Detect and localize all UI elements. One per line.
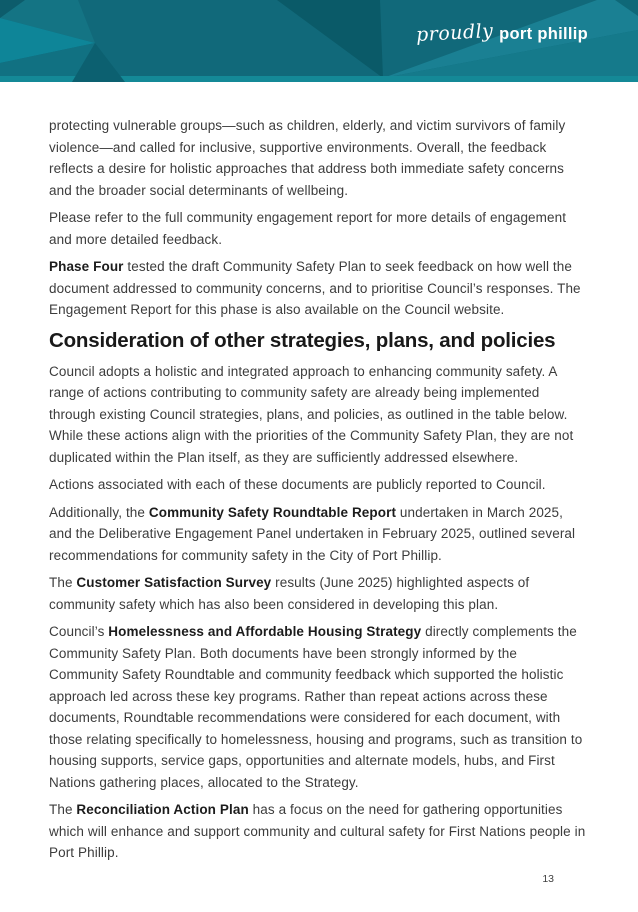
paragraph	[49, 621, 588, 793]
bold-text: Reconciliation Action Plan	[76, 802, 249, 817]
body-text: Council’s	[49, 624, 109, 639]
body-text: tested the draft Community Safety Plan to seek feedback on how well the document addressed to community concerns, and to prioritise Council’s responses. The Engagement Report for this phase is also available on the Council website.	[49, 259, 581, 317]
paragraph	[49, 799, 588, 864]
content-blocks	[0, 82, 638, 870]
port-phillip-logo	[415, 19, 588, 47]
header-band	[0, 0, 638, 82]
bold-text: Phase Four	[49, 259, 124, 274]
body-text: protecting vulnerable groups—such as children, elderly, and victim survivors of family violence—and called for inclusive, supportive environments. Overall, the feedback reflects a desire for holistic approaches that address both immediate safety concerns and the broader social determinants of wellbeing.	[49, 118, 566, 198]
paragraph	[49, 474, 588, 496]
body-text: Council adopts a holistic and integrated approach to enhancing community safety. A range of actions contributing to community safety are already being implemented through existing Council strategies, plans, and policies, as outlined in the table below. While these actions align with the priorities of the Community Safety Plan, they are not duplicated within the Plan itself, as they are sufficiently addressed elsewhere.	[49, 363, 574, 465]
logo-script-text: proudly	[415, 19, 494, 47]
body-text: The	[49, 802, 77, 817]
bold-text: Customer Satisfaction Survey	[76, 575, 272, 590]
bold-text: Community Safety Roundtable Report	[148, 504, 397, 520]
paragraph	[49, 572, 588, 615]
paragraph	[49, 502, 588, 567]
body-text: undertaken in March 2025, and the Deliberative Engagement Panel undertaken in February 2025, outlined several recommendations for community safety in the City of Port Phillip.	[49, 504, 576, 563]
body-text: Actions associated with each of these documents are publicly reported to Council.	[49, 477, 546, 492]
section-heading: Consideration of other strategies, plans, and policies	[49, 328, 556, 352]
paragraph	[49, 256, 588, 321]
paragraph	[49, 115, 588, 201]
paragraph	[49, 207, 588, 250]
body-text: Additionally, the	[49, 504, 149, 520]
logo-brand-text: port phillip	[499, 25, 588, 43]
paragraph	[49, 361, 588, 469]
page-number: 13	[542, 873, 554, 885]
bold-text: Homelessness and Affordable Housing Strategy	[108, 624, 422, 639]
body-text: has a focus on the need for gathering opportunities which will enhance and support community and cultural safety for First Nations people in Port Phillip.	[49, 802, 586, 860]
body-text: Please refer to the full community engagement report for more details of engagement and more detailed feedback.	[49, 210, 567, 247]
body-text: The	[49, 575, 77, 590]
body-text: directly complements the Community Safety Plan. Both documents have been strongly informed by the Community Safety Roundtable and community feedback which supported the holistic approach led across these key programs. Rather than repeat actions across these documents, Roundtable recommendations were considered for each document, with those relating specifically to homelessness, housing and programs, such as transition to housing supports, service gaps, opportunities and alternate models, hubs, and First Nations gathering places, allocated to the Strategy.	[49, 624, 583, 790]
body-text: results (June 2025) highlighted aspects of community safety which has also been considered in developing this plan.	[49, 575, 530, 612]
